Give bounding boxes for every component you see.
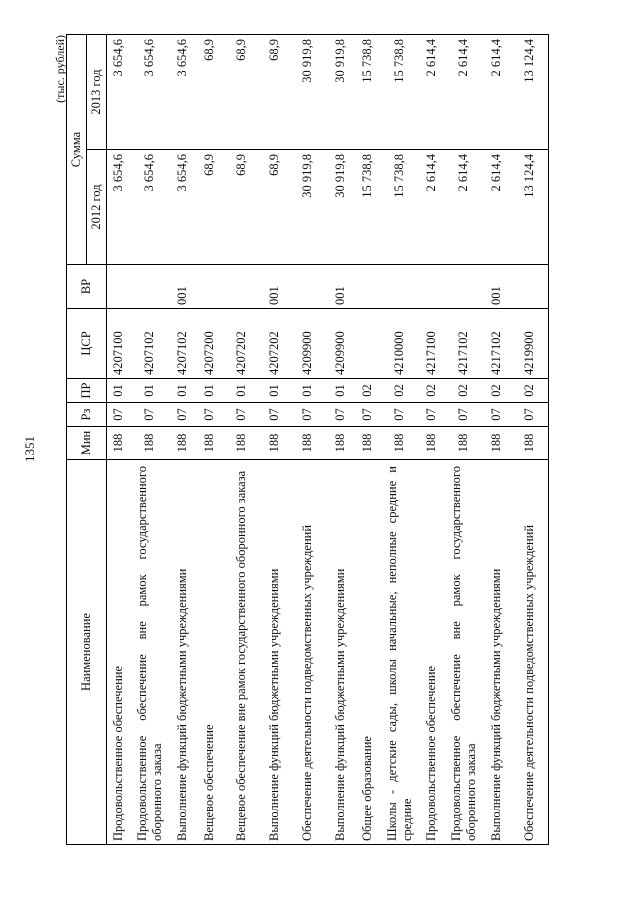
row-rz: 07 [107, 403, 131, 427]
table-row [261, 35, 289, 845]
header-min: Мин [67, 427, 107, 460]
row-2013: 68,9 [197, 35, 223, 150]
row-2012: 30 919,8 [327, 150, 355, 265]
row-pr: 02 [381, 379, 419, 403]
row-min: 188 [223, 427, 261, 460]
row-2012: 68,9 [197, 150, 223, 265]
row-pr: 01 [289, 379, 327, 403]
row-csr: 4207102 [169, 309, 197, 379]
row-name: Обеспечение деятельности подведомственных учреждений [511, 460, 549, 845]
row-2013: 2 614,4 [419, 35, 445, 150]
row-pr: 02 [355, 379, 381, 403]
table-row [223, 35, 261, 845]
header-csr: ЦСР [67, 309, 107, 379]
row-vr [223, 265, 261, 309]
row-name: Общее образование [355, 460, 381, 845]
header-name: Наименование [67, 460, 107, 845]
row-min: 188 [131, 427, 169, 460]
row-2012: 30 919,8 [289, 150, 327, 265]
row-csr: 4209900 [327, 309, 355, 379]
row-2013: 30 919,8 [289, 35, 327, 150]
row-min: 188 [381, 427, 419, 460]
row-2012: 3 654,6 [131, 150, 169, 265]
row-min: 188 [169, 427, 197, 460]
row-rz: 07 [223, 403, 261, 427]
row-2012: 13 124,4 [511, 150, 549, 265]
table-row [197, 35, 223, 845]
row-vr [107, 265, 131, 309]
row-2012: 15 738,8 [355, 150, 381, 265]
row-rz: 07 [381, 403, 419, 427]
row-pr: 02 [483, 379, 511, 403]
row-vr [197, 265, 223, 309]
row-vr [419, 265, 445, 309]
row-min: 188 [107, 427, 131, 460]
row-vr [289, 265, 327, 309]
row-csr: 4207202 [261, 309, 289, 379]
row-name: Обеспечение деятельности подведомственных учреждений [289, 460, 327, 845]
budget-table [66, 34, 549, 845]
row-2013: 30 919,8 [327, 35, 355, 150]
row-vr [355, 265, 381, 309]
row-pr: 01 [107, 379, 131, 403]
row-rz: 07 [327, 403, 355, 427]
row-csr: 4217102 [483, 309, 511, 379]
row-2013: 3 654,6 [131, 35, 169, 150]
row-2012: 2 614,4 [445, 150, 483, 265]
table-row [445, 35, 483, 845]
row-csr: 4207100 [107, 309, 131, 379]
row-rz: 07 [169, 403, 197, 427]
header-rz: Рз [67, 403, 107, 427]
row-2012: 68,9 [223, 150, 261, 265]
row-min: 188 [355, 427, 381, 460]
row-csr: 4209900 [289, 309, 327, 379]
table-row [511, 35, 549, 845]
row-pr: 02 [419, 379, 445, 403]
row-csr: 4207200 [197, 309, 223, 379]
row-name: Продовольственное обеспечение [419, 460, 445, 845]
table-body [107, 35, 549, 845]
row-2013: 2 614,4 [483, 35, 511, 150]
row-2013: 3 654,6 [169, 35, 197, 150]
row-vr [381, 265, 419, 309]
row-vr: 001 [327, 265, 355, 309]
row-csr [355, 309, 381, 379]
row-pr: 01 [327, 379, 355, 403]
header-2012: 2012 год [87, 150, 107, 265]
page-number: 1351 [22, 436, 37, 462]
row-pr: 01 [223, 379, 261, 403]
table-row [419, 35, 445, 845]
row-name: Выполнение функций бюджетными учреждениями [169, 460, 197, 845]
row-min: 188 [419, 427, 445, 460]
row-vr [511, 265, 549, 309]
table-row [483, 35, 511, 845]
row-pr: 01 [261, 379, 289, 403]
row-name: Выполнение функций бюджетными учреждениями [261, 460, 289, 845]
rotated-page [22, 35, 601, 845]
table-row [327, 35, 355, 845]
row-min: 188 [197, 427, 223, 460]
row-2012: 15 738,8 [381, 150, 419, 265]
row-rz: 07 [131, 403, 169, 427]
row-pr: 02 [445, 379, 483, 403]
row-pr: 01 [169, 379, 197, 403]
row-min: 188 [261, 427, 289, 460]
row-csr: 4217102 [445, 309, 483, 379]
row-name: Выполнение функций бюджетными учреждениями [327, 460, 355, 845]
row-2013: 2 614,4 [445, 35, 483, 150]
table-row [355, 35, 381, 845]
table-row [131, 35, 169, 845]
header-pr: ПР [67, 379, 107, 403]
row-min: 188 [445, 427, 483, 460]
table-row [381, 35, 419, 845]
row-name: Школы - детские сады, школы начальные, неполные средние и средние [381, 460, 419, 845]
row-2012: 2 614,4 [483, 150, 511, 265]
row-name: Продовольственное обеспечение вне рамок государственного оборонного заказа [445, 460, 483, 845]
row-name: Вещевое обеспечение [197, 460, 223, 845]
row-2013: 15 738,8 [355, 35, 381, 150]
row-csr: 4210000 [381, 309, 419, 379]
row-vr: 001 [261, 265, 289, 309]
row-vr: 001 [169, 265, 197, 309]
row-rz: 07 [289, 403, 327, 427]
row-pr: 02 [511, 379, 549, 403]
row-rz: 07 [511, 403, 549, 427]
header-2013: 2013 год [87, 35, 107, 150]
table-row [289, 35, 327, 845]
row-csr: 4207102 [131, 309, 169, 379]
units-note: (тыс. рублей) [53, 35, 67, 103]
row-name: Продовольственное обеспечение вне рамок государственного оборонного заказа [131, 460, 169, 845]
row-vr: 001 [483, 265, 511, 309]
row-rz: 07 [419, 403, 445, 427]
header-vr: ВР [67, 265, 107, 309]
row-name: Вещевое обеспечение вне рамок государственного оборонного заказа [223, 460, 261, 845]
row-2012: 68,9 [261, 150, 289, 265]
row-csr: 4217100 [419, 309, 445, 379]
row-rz: 07 [355, 403, 381, 427]
table-row [107, 35, 131, 845]
row-2012: 2 614,4 [419, 150, 445, 265]
row-min: 188 [511, 427, 549, 460]
row-name: Продовольственное обеспечение [107, 460, 131, 845]
row-pr: 01 [197, 379, 223, 403]
header-sum: Сумма [67, 35, 87, 265]
row-rz: 07 [483, 403, 511, 427]
row-csr: 4207202 [223, 309, 261, 379]
row-min: 188 [483, 427, 511, 460]
row-2012: 3 654,6 [107, 150, 131, 265]
row-min: 188 [327, 427, 355, 460]
table-header [67, 35, 107, 845]
row-2013: 15 738,8 [381, 35, 419, 150]
row-2013: 68,9 [261, 35, 289, 150]
row-2013: 68,9 [223, 35, 261, 150]
row-2013: 3 654,6 [107, 35, 131, 150]
row-vr [131, 265, 169, 309]
row-rz: 07 [445, 403, 483, 427]
row-vr [445, 265, 483, 309]
row-rz: 07 [261, 403, 289, 427]
row-2012: 3 654,6 [169, 150, 197, 265]
row-min: 188 [289, 427, 327, 460]
row-pr: 01 [131, 379, 169, 403]
row-name: Выполнение функций бюджетными учреждениями [483, 460, 511, 845]
row-2013: 13 124,4 [511, 35, 549, 150]
row-rz: 07 [197, 403, 223, 427]
table-row [169, 35, 197, 845]
row-csr: 4219900 [511, 309, 549, 379]
